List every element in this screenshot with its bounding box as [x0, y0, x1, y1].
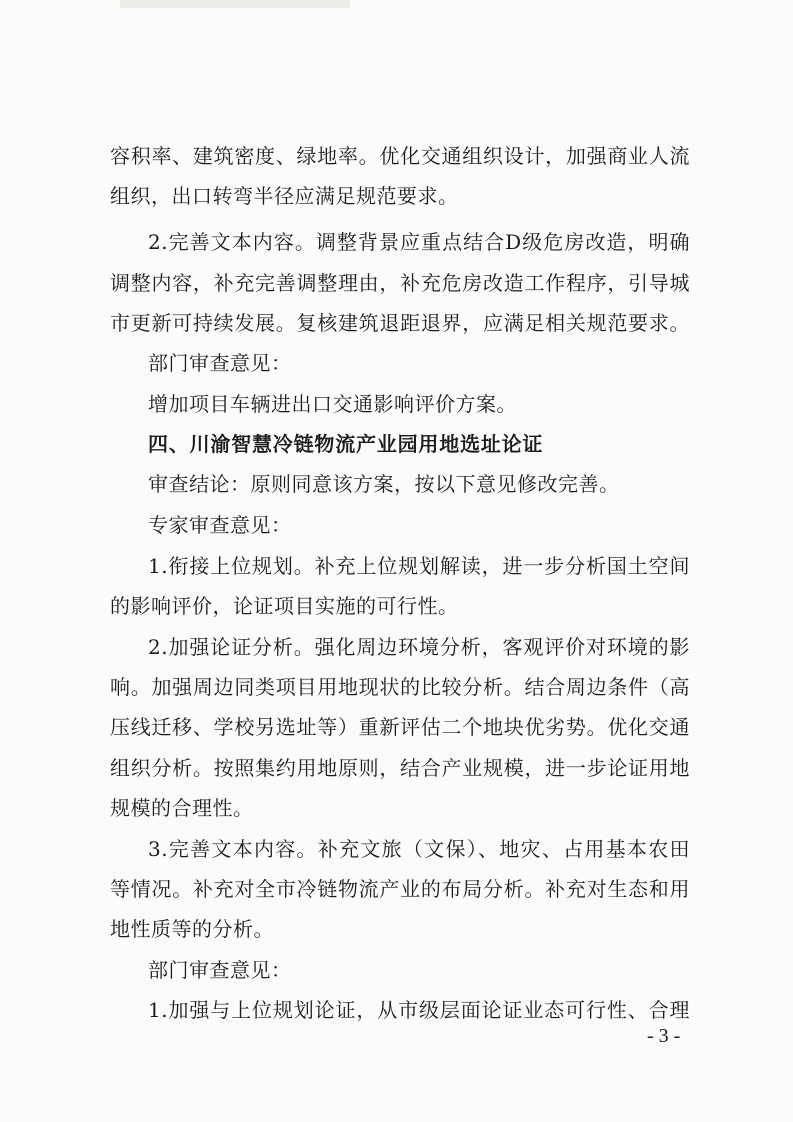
paragraph-line: 响。加强周边同类项目用地现状的比较分析。结合周边条件（高: [110, 675, 690, 699]
paragraph-line: 3.完善文本内容。补充文旅（文保）、地灾、占用基本农田: [148, 837, 690, 861]
paragraph-line: 2.加强论证分析。强化周边环境分析，客观评价对环境的影: [148, 635, 690, 659]
paragraph-line: 组织，出口转弯半径应满足规范要求。: [110, 184, 459, 208]
section-label: 专家审查意见：: [148, 513, 292, 537]
paragraph-line: 等情况。补充对全市冷链物流产业的布局分析。补充对生态和用: [110, 877, 690, 901]
paragraph-line: 容积率、建筑密度、绿地率。优化交通组织设计，加强商业人流: [110, 144, 690, 168]
paragraph-line: 1.衔接上位规划。补充上位规划解读，进一步分析国土空间: [148, 554, 690, 578]
paragraph-line: 2.完善文本内容。调整背景应重点结合D级危房改造，明确: [148, 230, 690, 254]
scan-artifact: [120, 0, 350, 8]
paragraph-line: 审查结论：原则同意该方案，按以下意见修改完善。: [148, 472, 620, 496]
paragraph-line: 调整内容，补充完善调整理由，补充危房改造工作程序，引导城: [110, 271, 690, 295]
paragraph-line: 1.加强与上位规划论证，从市级层面论证业态可行性、合理: [148, 998, 690, 1022]
section-heading: 四、川渝智慧冷链物流产业园用地选址论证: [148, 432, 544, 456]
paragraph-line: 组织分析。按照集约用地原则，结合产业规模，进一步论证用地: [110, 756, 690, 780]
section-label: 部门审查意见：: [148, 958, 292, 982]
page-number: - 3 -: [647, 1025, 681, 1047]
paragraph-line: 规模的合理性。: [110, 796, 254, 820]
paragraph-line: 压线迁移、学校另选址等）重新评估二个地块优劣势。优化交通: [110, 715, 690, 739]
paragraph-line: 的影响评价，论证项目实施的可行性。: [110, 594, 459, 618]
section-label: 部门审查意见：: [148, 351, 292, 375]
paragraph-line: 市更新可持续发展。复核建筑退距退界，应满足相关规范要求。: [110, 311, 690, 335]
paragraph-line: 增加项目车辆进出口交通影响评价方案。: [148, 392, 517, 416]
paragraph-line: 地性质等的分析。: [110, 917, 274, 941]
